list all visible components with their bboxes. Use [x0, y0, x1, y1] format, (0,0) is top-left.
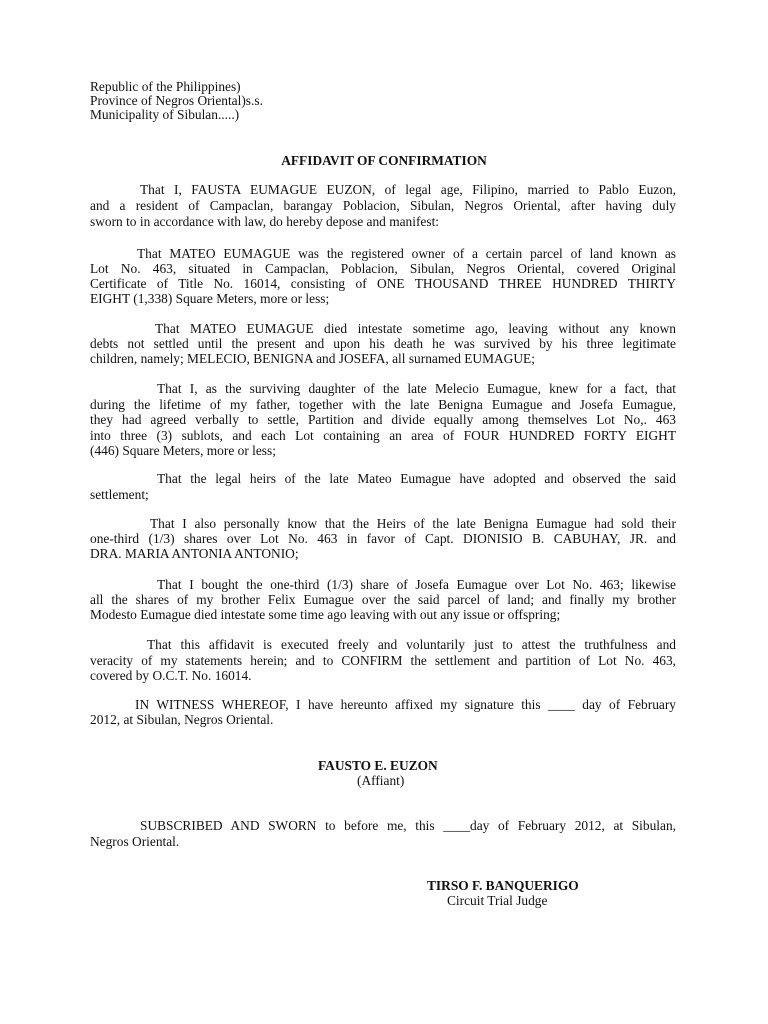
venue-line: Republic of the Philippines) [90, 79, 241, 94]
paragraph-1-line: That I, FAUSTA EUMAGUE EUZON, of legal age, Filipino, married to Pablo Euzon, [140, 182, 676, 197]
paragraph-7-line: all the shares of my brother Felix Eumague over the said parcel of land; and finally my brother [90, 592, 676, 607]
paragraph-7-line: That I bought the one-third (1/3) share of Josefa Eumague over Lot No. 463; likewise [157, 577, 676, 592]
paragraph-4-line: they had agreed verbally to settle, Partition and divide equally among themselves Lot No,. 463 [90, 412, 676, 427]
paragraph-5-line: settlement; [90, 487, 149, 502]
paragraph-8-line: covered by O.C.T. No. 16014. [90, 668, 252, 683]
paragraph-7-line: Modesto Eumague died intestate some time ago leaving with out any issue or offspring; [90, 607, 561, 622]
paragraph-6-line: That I also personally know that the Heirs of the late Benigna Eumague had sold their [150, 516, 676, 531]
paragraph-3-line: That MATEO EUMAGUE died intestate sometime ago, leaving without any known [155, 321, 676, 336]
paragraph-2-line: That MATEO EUMAGUE was the registered owner of a certain parcel of land known as [137, 246, 676, 261]
paragraph-2-line: Certificate of Title No. 16014, consisting of ONE THOUSAND THREE HUNDRED THIRTY [90, 276, 676, 291]
paragraph-4-line: into three (3) sublots, and each Lot containing an area of FOUR HUNDRED FORTY EIGHT [90, 428, 676, 443]
paragraph-6-line: one-third (1/3) shares over Lot No. 463 in favor of Capt. DIONISIO B. CABUHAY, JR. and [90, 531, 676, 546]
paragraph-2-line: EIGHT (1,338) Square Meters, more or less; [90, 291, 330, 306]
paragraph-1-line: and a resident of Campaclan, barangay Poblacion, Sibulan, Negros Oriental, after having duly [90, 198, 676, 213]
paragraph-4-line: during the lifetime of my father, together with the late Benigna Eumague and Josefa Eumague, [90, 397, 676, 412]
paragraph-8-line: veracity of my statements herein; and to CONFIRM the settlement and partition of Lot No. 463, [90, 653, 676, 668]
paragraph-3-line: debts not settled until the present and upon his death he was survived by his three legitimate [90, 336, 676, 351]
jurat-line: SUBSCRIBED AND SWORN to before me, this ____day of February 2012, at Sibulan, [140, 818, 676, 833]
judge-role: Circuit Trial Judge [447, 893, 548, 908]
paragraph-1-line: sworn to in accordance with law, do hereby depose and manifest: [90, 214, 440, 229]
paragraph-2-line: Lot No. 463, situated in Campaclan, Poblacion, Sibulan, Negros Oriental, covered Original [90, 261, 676, 276]
paragraph-3-line: children, namely; MELECIO, BENIGNA and JOSEFA, all surnamed EUMAGUE; [90, 351, 535, 366]
paragraph-9-line: IN WITNESS WHEREOF, I have hereunto affixed my signature this ____ day of February [135, 697, 676, 712]
affiant-role: (Affiant) [357, 773, 405, 788]
paragraph-4-line: (446) Square Meters, more or less; [90, 443, 276, 458]
venue-line: Province of Negros Oriental)s.s. [90, 93, 263, 108]
affiant-name: FAUSTO E. EUZON [318, 758, 438, 773]
venue-line: Municipality of Sibulan.....) [90, 107, 240, 122]
paragraph-4-line: That I, as the surviving daughter of the late Melecio Eumague, knew for a fact, that [157, 381, 676, 396]
paragraph-8-line: That this affidavit is executed freely and voluntarily just to attest the truthfulness and [147, 637, 676, 652]
jurat-line: Negros Oriental. [90, 834, 180, 849]
paragraph-6-line: DRA. MARIA ANTONIA ANTONIO; [90, 546, 299, 561]
paragraph-5-line: That the legal heirs of the late Mateo Eumague have adopted and observed the said [157, 471, 676, 486]
judge-name: TIRSO F. BANQUERIGO [427, 878, 579, 893]
document-title: AFFIDAVIT OF CONFIRMATION [281, 153, 487, 168]
paragraph-9-line: 2012, at Sibulan, Negros Oriental. [90, 712, 274, 727]
